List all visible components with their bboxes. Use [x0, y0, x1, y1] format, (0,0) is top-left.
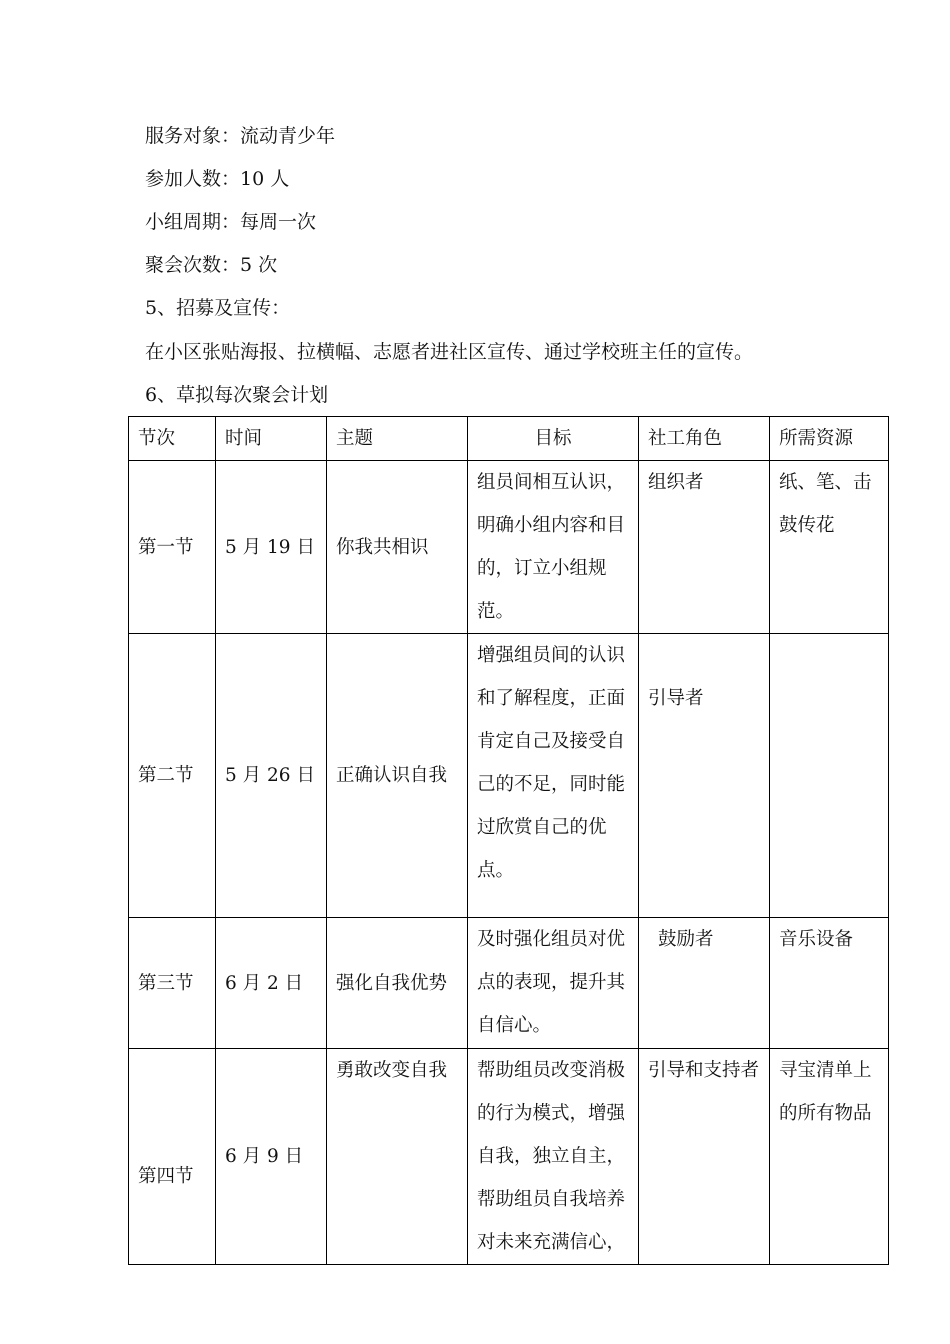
row-topic: 你我共相识	[327, 461, 468, 634]
row-time: 6 月 9 日	[225, 1146, 304, 1167]
row-role: 鼓励者	[658, 929, 714, 950]
row-role-cell	[639, 918, 770, 1049]
row-topic: 强化自我优势	[327, 918, 468, 1049]
row-goal: 及时强化组员对优点的表现，提升其自信心。	[468, 918, 639, 1049]
row-section: 第一节	[129, 461, 216, 634]
recruit-text: 在小区张贴海报、拉横幅、志愿者进社区宣传、通过学校班主任的宣传。	[145, 341, 754, 363]
table-row	[129, 1049, 889, 1265]
row-time-cell	[216, 1049, 327, 1265]
session-plan-table	[128, 416, 889, 1265]
header-role: 社工角色	[639, 417, 770, 461]
table-row	[129, 634, 889, 918]
row-resources: 纸、笔、击鼓传花	[770, 461, 889, 634]
table-row	[129, 918, 889, 1049]
cycle-line: 小组周期：每周一次	[145, 211, 317, 233]
row-resources: 音乐设备	[770, 918, 889, 1049]
row-goal: 增强组员间的认识和了解程度，正面肯定自己及接受自己的不足，同时能过欣赏自己的优点。	[468, 634, 639, 918]
row-role: 引导者	[648, 688, 704, 709]
row-resources: 寻宝清单上的所有物品	[770, 1049, 889, 1265]
row-goal: 帮助组员改变消极的行为模式，增强自我，独立自主，帮助组员自我培养对未来充满信心，	[468, 1049, 639, 1265]
row-section: 第四节	[129, 1049, 216, 1265]
row-time: 5 月 19 日	[216, 461, 327, 634]
row-role-cell	[639, 634, 770, 918]
row-time: 5 月 26 日	[216, 634, 327, 918]
row-section: 第二节	[129, 634, 216, 918]
header-resources: 所需资源	[770, 417, 889, 461]
table-row	[129, 461, 889, 634]
recruit-heading: 5、招募及宣传：	[145, 297, 291, 319]
row-role: 引导和支持者	[639, 1049, 770, 1265]
row-goal: 组员间相互认识，明确小组内容和目的，订立小组规范。	[468, 461, 639, 634]
header-section: 节次	[129, 417, 216, 461]
row-topic: 正确认识自我	[327, 634, 468, 918]
participants-line: 参加人数：10 人	[145, 168, 290, 190]
service-target-line: 服务对象：流动青少年	[145, 125, 336, 147]
header-topic: 主题	[327, 417, 468, 461]
table-header-row	[129, 417, 889, 461]
sessions-line: 聚会次数：5 次	[145, 254, 278, 276]
row-role: 组织者	[639, 461, 770, 634]
row-time: 6 月 2 日	[216, 918, 327, 1049]
plan-heading: 6、草拟每次聚会计划	[145, 384, 329, 406]
row-topic: 勇敢改变自我	[327, 1049, 468, 1265]
row-resources	[770, 634, 889, 918]
header-goal: 目标	[468, 417, 639, 461]
header-time: 时间	[216, 417, 327, 461]
row-section: 第三节	[129, 918, 216, 1049]
